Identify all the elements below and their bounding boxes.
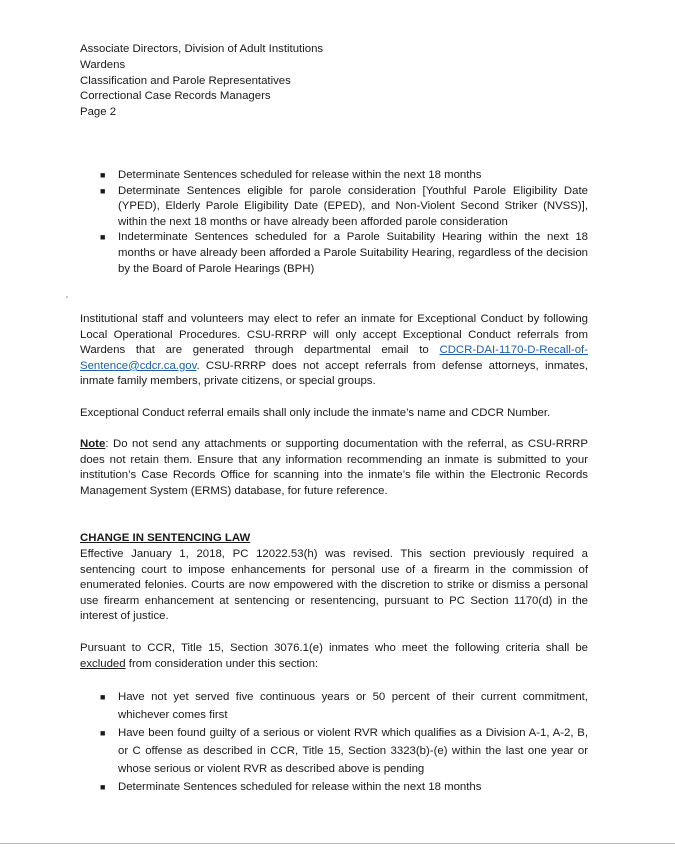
list-item: [98, 724, 588, 778]
header-recipients-line-2: Wardens: [80, 58, 126, 71]
referral-text-start: Institutional staff and volunteers may elect to refer an inmate for Exceptional Conduct by following Local Operational Procedures. CSU-RRRP will only accept Exceptional Conduct referrals from Wardens that are generated through departmental email to: [80, 313, 588, 357]
exclusion-text-end: from consideration under this section:: [125, 657, 319, 670]
list-item: [98, 778, 588, 796]
exclusion-paragraph: [80, 641, 588, 672]
page-bottom-rule: [0, 843, 675, 844]
section-heading-text: CHANGE IN SENTENCING LAW: [80, 532, 251, 544]
excluded-word: excluded: [80, 657, 126, 670]
list-item-text: Determinate Sentences eligible for parole consideration [Youthful Parole Eligibility Date (YPED), Elderly Parole Eligibility Date (EPED), and Non-Violent Second Striker (NVSS)], within the next 18 months or have already been afforded parole consideration: [118, 184, 588, 228]
list-item-text: Have not yet served five continuous years or 50 percent of their current commitment, whichever comes first: [118, 691, 588, 721]
referral-text-end: . CSU-RRRP does not accept referrals from defense attorneys, inmates, inmate family members, private citizens, or special groups.: [80, 359, 588, 388]
note-paragraph: [80, 437, 588, 499]
list-item-text: Indeterminate Sentences scheduled for a Parole Suitability Hearing within the next 18 months or have already been afforded a Parole Suitability Hearing, regardless of the decision by the Board of Parole Hearings (BPH): [118, 231, 588, 275]
memo-header: [80, 42, 323, 121]
list-item: [98, 688, 588, 724]
note-label: Note: [80, 438, 106, 450]
email-content-paragraph: Exceptional Conduct referral emails shall only include the inmate’s name and CDCR Number.: [80, 407, 551, 419]
bullet-icon: ■: [100, 170, 106, 180]
list-item-text: Determinate Sentences scheduled for release within the next 18 months: [118, 781, 482, 793]
bullet-icon: ■: [100, 692, 106, 702]
bullet-icon: ■: [100, 728, 106, 738]
release-criteria-list: [98, 168, 588, 277]
list-item: [98, 168, 588, 184]
sentencing-law-paragraph: Effective January 1, 2018, PC 12022.53(h) was revised. This section previously required a sentencing court to impose enhancements for personal use of a firearm in the commission of enumerated felonies. Courts are now empowered with the discretion to strike or dismiss a personal use firearm enhancement at sentencing or resentencing, pursuant to PC Section 1170(d) in the interest of justice.: [80, 548, 588, 623]
list-item: [98, 184, 588, 231]
header-recipients-line-3: Classification and Parole Representatives: [80, 74, 291, 87]
list-item-text: Determinate Sentences scheduled for release within the next 18 months: [118, 169, 482, 181]
page-number: Page 2: [80, 106, 117, 119]
section-heading: [80, 531, 588, 547]
note-text: : Do not send any attachments or supporting documentation with the referral, as CSU-RRRP does not retain them. Ensure that any information recommending an inmate is submitted to your institution’s Case Records Office for scanning into the inmate’s file within the Electronic Records Management System (ERMS) database, for future reference.: [80, 438, 588, 497]
header-recipients-line-4: Correctional Case Records Managers: [80, 90, 271, 103]
header-recipients-line-1: Associate Directors, Division of Adult Institutions: [80, 43, 324, 55]
referral-paragraph: [80, 312, 588, 390]
bullet-icon: ■: [100, 782, 106, 792]
bullet-icon: ■: [100, 185, 106, 196]
list-item-text: Have been found guilty of a serious or violent RVR which qualifies as a Division A-1, A-2, B, or C offense as described in CCR, Title 15, Section 3323(b)-(e) within the last one year or whose serious or violent RVR as described above is pending: [118, 727, 588, 775]
exclusion-criteria-list: [98, 688, 588, 796]
list-item: [98, 230, 588, 277]
bullet-icon: ■: [100, 232, 106, 243]
scan-artifact: [66, 296, 68, 298]
referral-email-link[interactable]: CDCR-DAI-1170-D-Recall-of-Sentence@cdcr.ca.gov: [80, 344, 588, 372]
exclusion-text-start: Pursuant to CCR, Title 15, Section 3076.1(e) inmates who meet the following criteria shall be: [80, 642, 588, 654]
